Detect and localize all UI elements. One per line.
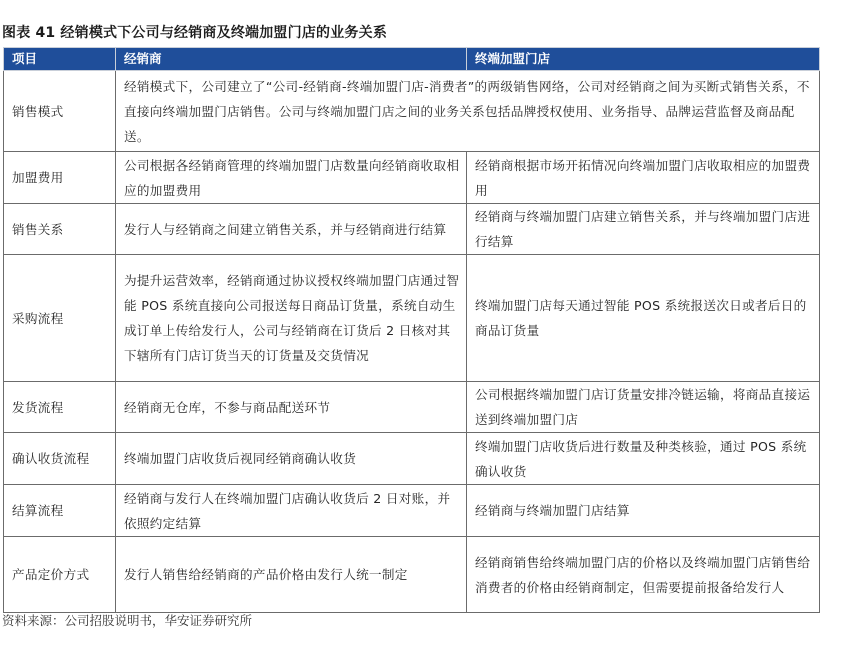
table-row <box>4 255 820 382</box>
table-row <box>4 152 820 204</box>
table-row <box>4 71 820 152</box>
store-cell: 公司根据终端加盟门店订货量安排冷链运输，将商品直接运送到终端加盟门店 <box>467 382 820 433</box>
row-label: 采购流程 <box>4 255 116 382</box>
header-store: 终端加盟门店 <box>467 48 820 71</box>
row-label: 确认收货流程 <box>4 433 116 485</box>
business-relationship-table <box>3 47 820 613</box>
table-row <box>4 382 820 433</box>
header-dealer: 经销商 <box>116 48 467 71</box>
table-row <box>4 433 820 485</box>
table-row <box>4 537 820 613</box>
table-header-row <box>4 48 820 71</box>
dealer-cell: 为提升运营效率，经销商通过协议授权终端加盟门店通过智能 POS 系统直接向公司报送每日商品订货量，系统自动生成订单上传给发行人，公司与经销商在订货后 2 日核对其下辖所有门店订货当天的订货量及交货情况 <box>116 255 467 382</box>
dealer-cell: 经销商与发行人在终端加盟门店确认收货后 2 日对账，并依照约定结算 <box>116 485 467 537</box>
store-cell: 经销商与终端加盟门店结算 <box>467 485 820 537</box>
store-cell: 终端加盟门店收货后进行数量及种类核验，通过 POS 系统确认收货 <box>467 433 820 485</box>
row-label: 结算流程 <box>4 485 116 537</box>
dealer-cell: 经销商无仓库，不参与商品配送环节 <box>116 382 467 433</box>
store-cell: 经销商根据市场开拓情况向终端加盟门店收取相应的加盟费用 <box>467 152 820 204</box>
row-label: 产品定价方式 <box>4 537 116 613</box>
source-note: 资料来源：公司招股说明书，华安证券研究所 <box>2 613 253 628</box>
header-item: 项目 <box>4 48 116 71</box>
store-cell: 经销商销售给终端加盟门店的价格以及终端加盟门店销售给消费者的价格由经销商制定，但需要提前报备给发行人 <box>467 537 820 613</box>
row-label: 加盟费用 <box>4 152 116 204</box>
dealer-cell: 终端加盟门店收货后视同经销商确认收货 <box>116 433 467 485</box>
dealer-cell: 发行人与经销商之间建立销售关系，并与经销商进行结算 <box>116 204 467 255</box>
store-cell: 终端加盟门店每天通过智能 POS 系统报送次日或者后日的商品订货量 <box>467 255 820 382</box>
table-row <box>4 204 820 255</box>
row-label: 销售模式 <box>4 71 116 152</box>
dealer-cell: 发行人销售给经销商的产品价格由发行人统一制定 <box>116 537 467 613</box>
figure-title: 图表 41 经销模式下公司与经销商及终端加盟门店的业务关系 <box>2 25 388 41</box>
dealer-cell: 公司根据各经销商管理的终端加盟门店数量向经销商收取相应的加盟费用 <box>116 152 467 204</box>
merged-cell: 经销模式下，公司建立了“公司-经销商-终端加盟门店-消费者”的两级销售网络，公司对经销商之间为买断式销售关系，不直接向终端加盟门店销售。公司与终端加盟门店之间的业务关系包括品牌授权使用、业务指导、品牌运营监督及商品配送。 <box>116 71 820 152</box>
row-label: 销售关系 <box>4 204 116 255</box>
table-row <box>4 485 820 537</box>
store-cell: 经销商与终端加盟门店建立销售关系，并与终端加盟门店进行结算 <box>467 204 820 255</box>
row-label: 发货流程 <box>4 382 116 433</box>
